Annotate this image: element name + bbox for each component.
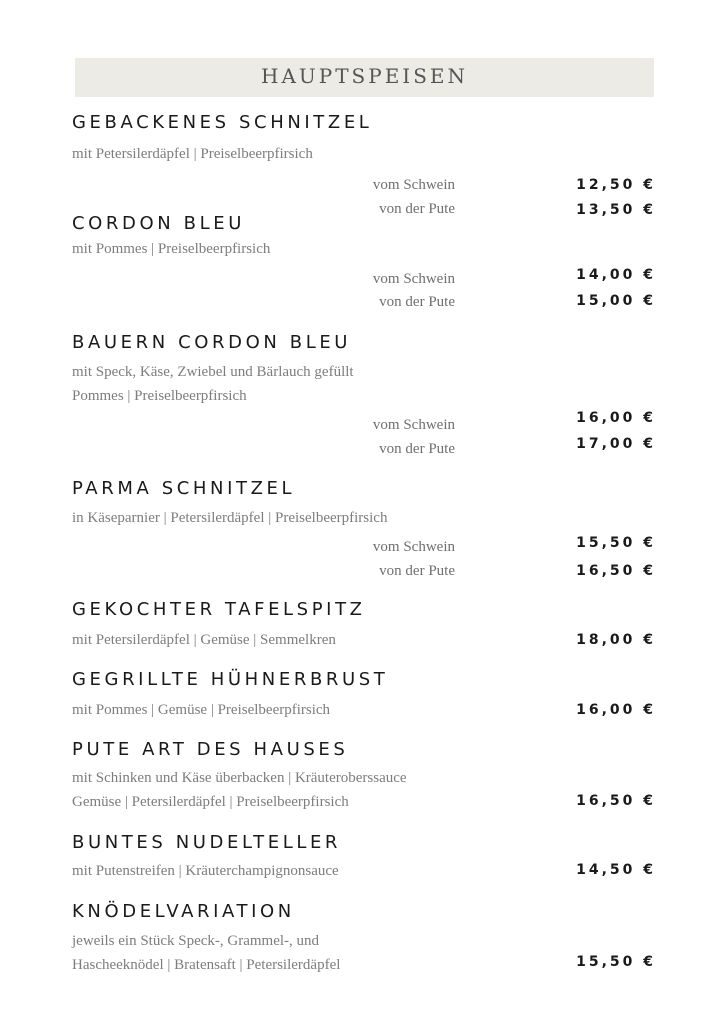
variant-label: von der Pute (379, 563, 455, 579)
dish-description: Hascheeknödel | Bratensaft | Petersilerdäpfel (72, 957, 341, 973)
variant-label: vom Schwein (372, 539, 455, 555)
dish-price: 18,00 € (576, 632, 656, 648)
variant-label: von der Pute (379, 201, 455, 217)
dish-price: 16,00 € (576, 410, 656, 426)
dish-name: PARMA SCHNITZEL (72, 478, 296, 499)
dish-description: mit Petersilerdäpfel | Gemüse | Semmelkren (72, 632, 336, 648)
dish-description: mit Putenstreifen | Kräuterchampignonsauce (72, 863, 339, 879)
dish-name: GEKOCHTER TAFELSPITZ (72, 599, 366, 620)
dish-description: in Käseparnier | Petersilerdäpfel | Preiselbeerpfirsich (72, 510, 388, 526)
dish-description: mit Schinken und Käse überbacken | Kräuteroberssauce (72, 770, 407, 786)
dish-price: 14,50 € (576, 862, 656, 878)
dish-price: 14,00 € (576, 267, 656, 283)
dish-name: BAUERN CORDON BLEU (72, 332, 352, 353)
dish-price: 15,00 € (576, 293, 656, 309)
dish-price: 15,50 € (576, 954, 656, 970)
dish-description: mit Pommes | Preiselbeerpfirsich (72, 241, 271, 257)
dish-price: 12,50 € (576, 177, 656, 193)
dish-description: Pommes | Preiselbeerpfirsich (72, 388, 247, 404)
dish-description: mit Speck, Käse, Zwiebel und Bärlauch gefüllt (72, 364, 354, 380)
dish-price: 15,50 € (576, 535, 656, 551)
dish-price: 17,00 € (576, 436, 656, 452)
dish-description: mit Petersilerdäpfel | Preiselbeerpfirsich (72, 146, 313, 162)
dish-price: 13,50 € (576, 202, 656, 218)
dish-description: jeweils ein Stück Speck-, Grammel-, und (72, 933, 320, 949)
variant-label: vom Schwein (372, 271, 455, 287)
dish-name: GEGRILLTE HÜHNERBRUST (72, 669, 389, 690)
dish-name: GEBACKENES SCHNITZEL (72, 112, 373, 133)
variant-label: vom Schwein (372, 177, 455, 193)
dish-name: PUTE ART DES HAUSES (72, 739, 349, 760)
dish-price: 16,50 € (576, 793, 656, 809)
dish-name: CORDON BLEU (72, 213, 245, 234)
dish-price: 16,00 € (576, 702, 656, 718)
variant-label: von der Pute (379, 441, 455, 457)
section-title: HAUPTSPEISEN (261, 64, 468, 88)
dish-description: Gemüse | Petersilerdäpfel | Preiselbeerpfirsich (72, 794, 349, 810)
dish-name: BUNTES NUDELTELLER (72, 832, 342, 853)
dish-description: mit Pommes | Gemüse | Preiselbeerpfirsich (72, 702, 331, 718)
dish-name: KNÖDELVARIATION (72, 901, 295, 922)
variant-label: vom Schwein (372, 417, 455, 433)
dish-price: 16,50 € (576, 563, 656, 579)
variant-label: von der Pute (379, 294, 455, 310)
